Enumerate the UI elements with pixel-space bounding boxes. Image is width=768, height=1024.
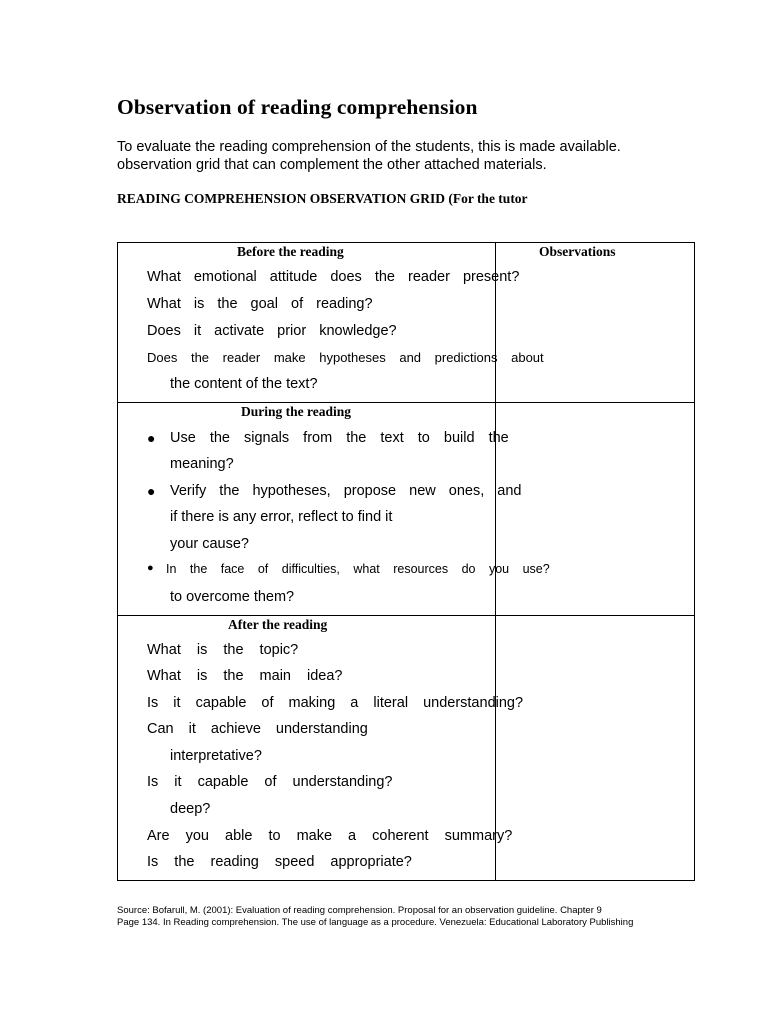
during-question-2: Verify the hypotheses, propose new ones, and [170, 483, 522, 499]
before-reading-header: Before the reading [237, 244, 344, 259]
after-question-7: Is the reading speed appropriate? [147, 854, 412, 870]
after-question-5-cont: deep? [170, 801, 211, 817]
before-question-3: Does it activate prior knowledge? [147, 323, 397, 339]
bullet-icon: ● [147, 562, 154, 574]
during-question-2-cont: your cause? [170, 536, 249, 552]
after-question-6: Are you able to make a coherent summary? [147, 828, 513, 844]
page-title: Observation of reading comprehension [117, 95, 478, 119]
during-question-1: Use the signals from the text to build the [170, 430, 509, 446]
during-reading-header: During the reading [241, 404, 352, 419]
bullet-icon: ● [147, 483, 156, 499]
grid-heading: READING COMPREHENSION OBSERVATION GRID (For the tutor [117, 191, 528, 206]
before-question-4: Does the reader make hypotheses and predictions about [147, 350, 544, 365]
during-question-2-cont: if there is any error, reflect to find it [170, 509, 393, 525]
during-question-1-cont: meaning? [170, 456, 234, 472]
before-question-2: What is the goal of reading? [147, 296, 373, 312]
before-question-1: What emotional attitude does the reader present? [147, 269, 520, 285]
row-divider-2 [117, 615, 695, 616]
after-question-1: What is the topic? [147, 642, 299, 658]
row-divider-1 [117, 402, 695, 403]
intro-line-1: To evaluate the reading comprehension of the students, this is made available. [117, 139, 621, 155]
after-question-5: Is it capable of understanding? [147, 774, 393, 790]
during-question-3: In the face of difficulties, what resources do you use? [166, 562, 550, 576]
after-reading-header: After the reading [228, 617, 328, 632]
before-question-4-cont: the content of the text? [170, 376, 318, 392]
bullet-icon: ● [147, 430, 156, 446]
during-question-3-cont: to overcome them? [170, 589, 295, 605]
after-question-2: What is the main idea? [147, 668, 343, 684]
source-line-2: Page 134. In Reading comprehension. The use of language as a procedure. Venezuela: Educational Laboratory Publishing [117, 917, 634, 928]
after-question-4-cont: interpretative? [170, 748, 262, 764]
intro-line-2: observation grid that can complement the other attached materials. [117, 157, 547, 173]
after-question-3: Is it capable of making a literal understanding? [147, 695, 524, 711]
source-line-1: Source: Bofarull, M. (2001): Evaluation of reading comprehension. Proposal for an observation guideline. Chapter 9 [117, 905, 602, 916]
after-question-4: Can it achieve understanding [147, 721, 368, 737]
observations-header: Observations [539, 244, 616, 259]
